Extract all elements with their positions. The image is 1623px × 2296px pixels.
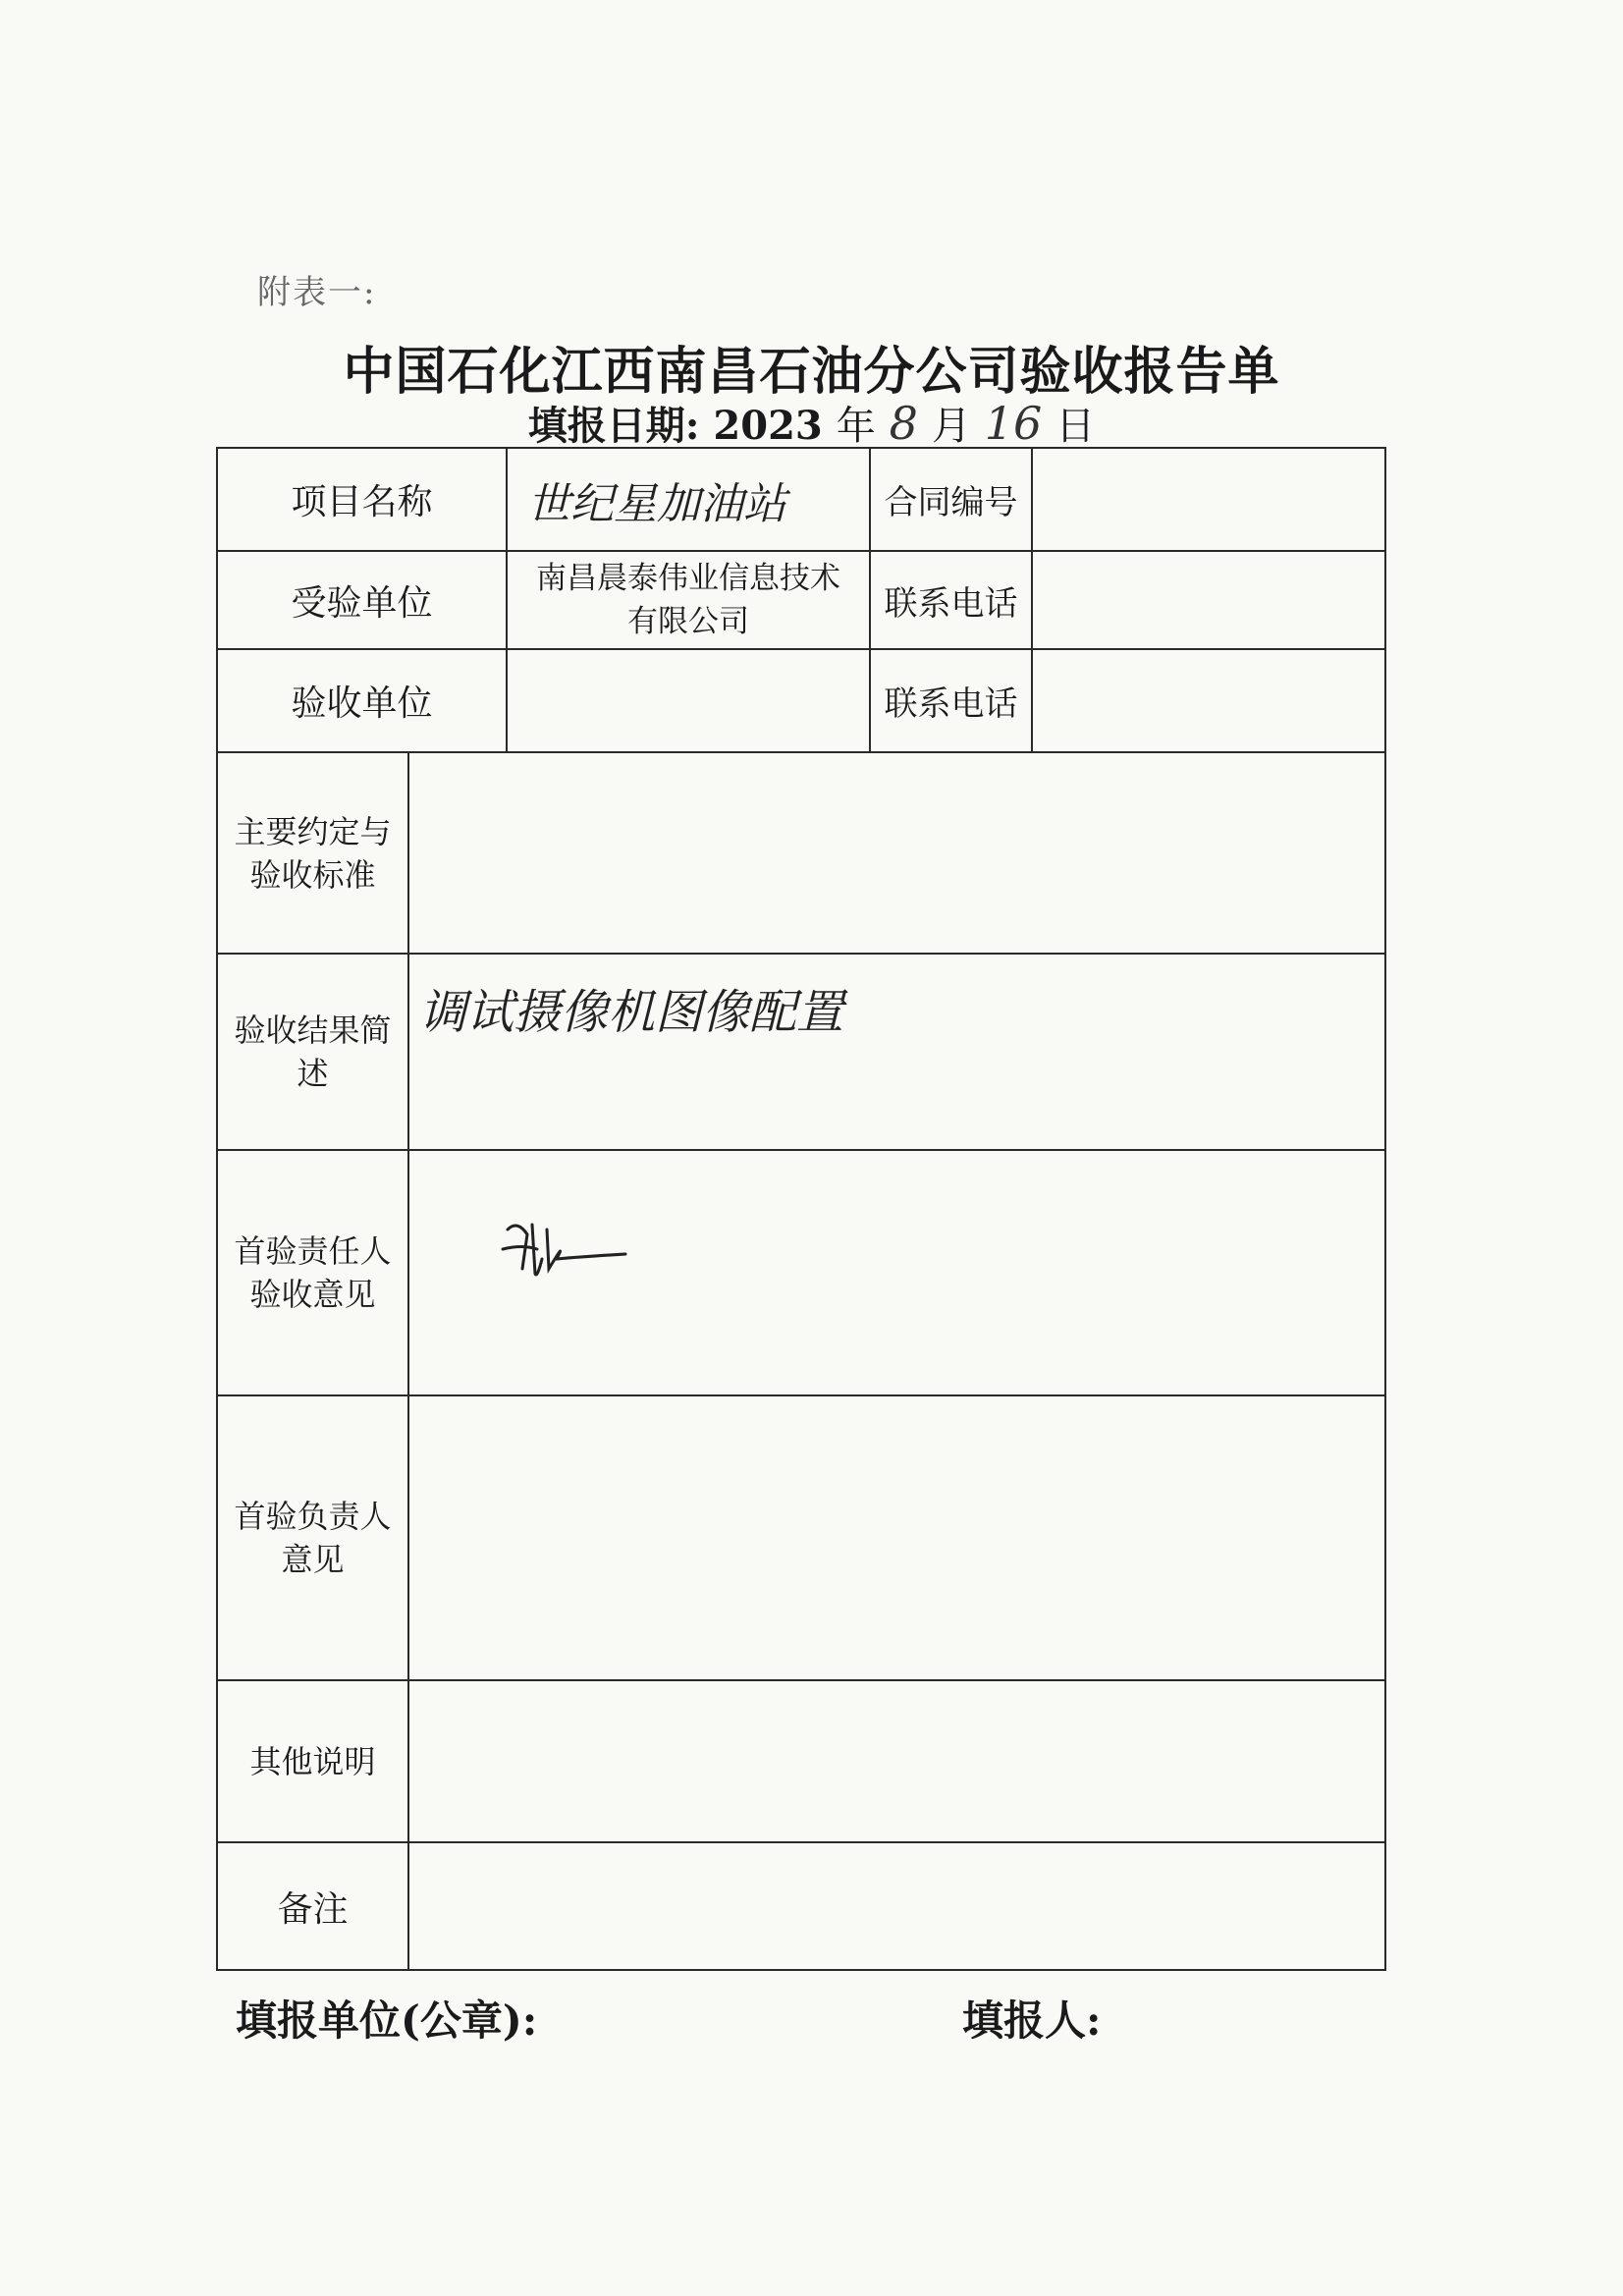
first-resp-label xyxy=(217,1150,408,1395)
inspecting-unit-label: 验收单位 xyxy=(217,649,507,752)
table-row xyxy=(217,448,1385,551)
first-head-label xyxy=(217,1395,408,1680)
receiving-unit-value-line2: 有限公司 xyxy=(627,604,750,639)
remark-label: 备注 xyxy=(217,1842,408,1970)
receiving-unit-value[interactable] xyxy=(507,551,870,649)
receiving-unit-value-line1: 南昌晨泰伟业信息技术 xyxy=(536,561,841,596)
contract-no-label: 合同编号 xyxy=(870,448,1032,551)
phone1-value[interactable] xyxy=(1032,551,1385,649)
contract-no-value[interactable] xyxy=(1032,448,1385,551)
remark-value[interactable] xyxy=(408,1842,1385,1970)
fill-date-month-unit: 月 xyxy=(931,404,971,449)
inspecting-unit-value[interactable] xyxy=(507,649,870,752)
fill-person-label: 填报人: xyxy=(962,1996,1102,2045)
first-resp-value[interactable] xyxy=(408,1150,1385,1395)
project-name-label: 项目名称 xyxy=(217,448,507,551)
page-title: 中国石化江西南昌石油分公司验收报告单 xyxy=(343,343,1280,402)
project-name-value[interactable]: 世纪星加油站 xyxy=(507,448,870,551)
table-row xyxy=(217,752,1385,954)
table-row xyxy=(217,551,1385,649)
standards-label-line1: 主要约定与 xyxy=(234,812,392,850)
result-label xyxy=(217,954,408,1150)
fill-date xyxy=(0,395,1623,451)
fill-date-day-unit: 日 xyxy=(1055,404,1096,449)
phone2-value[interactable] xyxy=(1032,649,1385,752)
table-row xyxy=(217,1680,1385,1842)
fill-date-year-unit: 年 xyxy=(836,404,876,449)
fill-date-label: 填报日期: xyxy=(527,403,700,449)
phone1-label: 联系电话 xyxy=(870,551,1032,649)
acceptance-form-table xyxy=(216,447,1386,1971)
fill-unit-label: 填报单位(公章): xyxy=(236,1996,538,2045)
fill-date-day: 16 xyxy=(984,397,1043,450)
other-value[interactable] xyxy=(408,1680,1385,1842)
table-row xyxy=(217,1150,1385,1395)
fill-date-year: 2023 xyxy=(713,403,823,449)
receiving-unit-label: 受验单位 xyxy=(217,551,507,649)
table-row xyxy=(217,649,1385,752)
first-head-label-line2: 意见 xyxy=(281,1541,345,1578)
result-label-line2: 述 xyxy=(297,1055,329,1092)
appendix-label: 附表一: xyxy=(257,273,377,312)
standards-value[interactable] xyxy=(408,752,1385,954)
first-head-value[interactable] xyxy=(408,1395,1385,1680)
table-row xyxy=(217,1395,1385,1680)
fill-date-month: 8 xyxy=(889,397,918,450)
result-label-line1: 验收结果简 xyxy=(234,1011,392,1049)
standards-label xyxy=(217,752,408,954)
standards-label-line2: 验收标准 xyxy=(249,855,376,894)
first-resp-label-line2: 验收意见 xyxy=(249,1276,376,1313)
phone2-label: 联系电话 xyxy=(870,649,1032,752)
other-label: 其他说明 xyxy=(217,1680,408,1842)
table-row xyxy=(217,954,1385,1150)
handwritten-signature xyxy=(488,1200,645,1288)
first-head-label-line1: 首验负责人 xyxy=(234,1498,392,1535)
result-value[interactable]: 调试摄像机图像配置 xyxy=(408,954,1385,1150)
table-row xyxy=(217,1842,1385,1970)
first-resp-label-line1: 首验责任人 xyxy=(234,1232,392,1270)
